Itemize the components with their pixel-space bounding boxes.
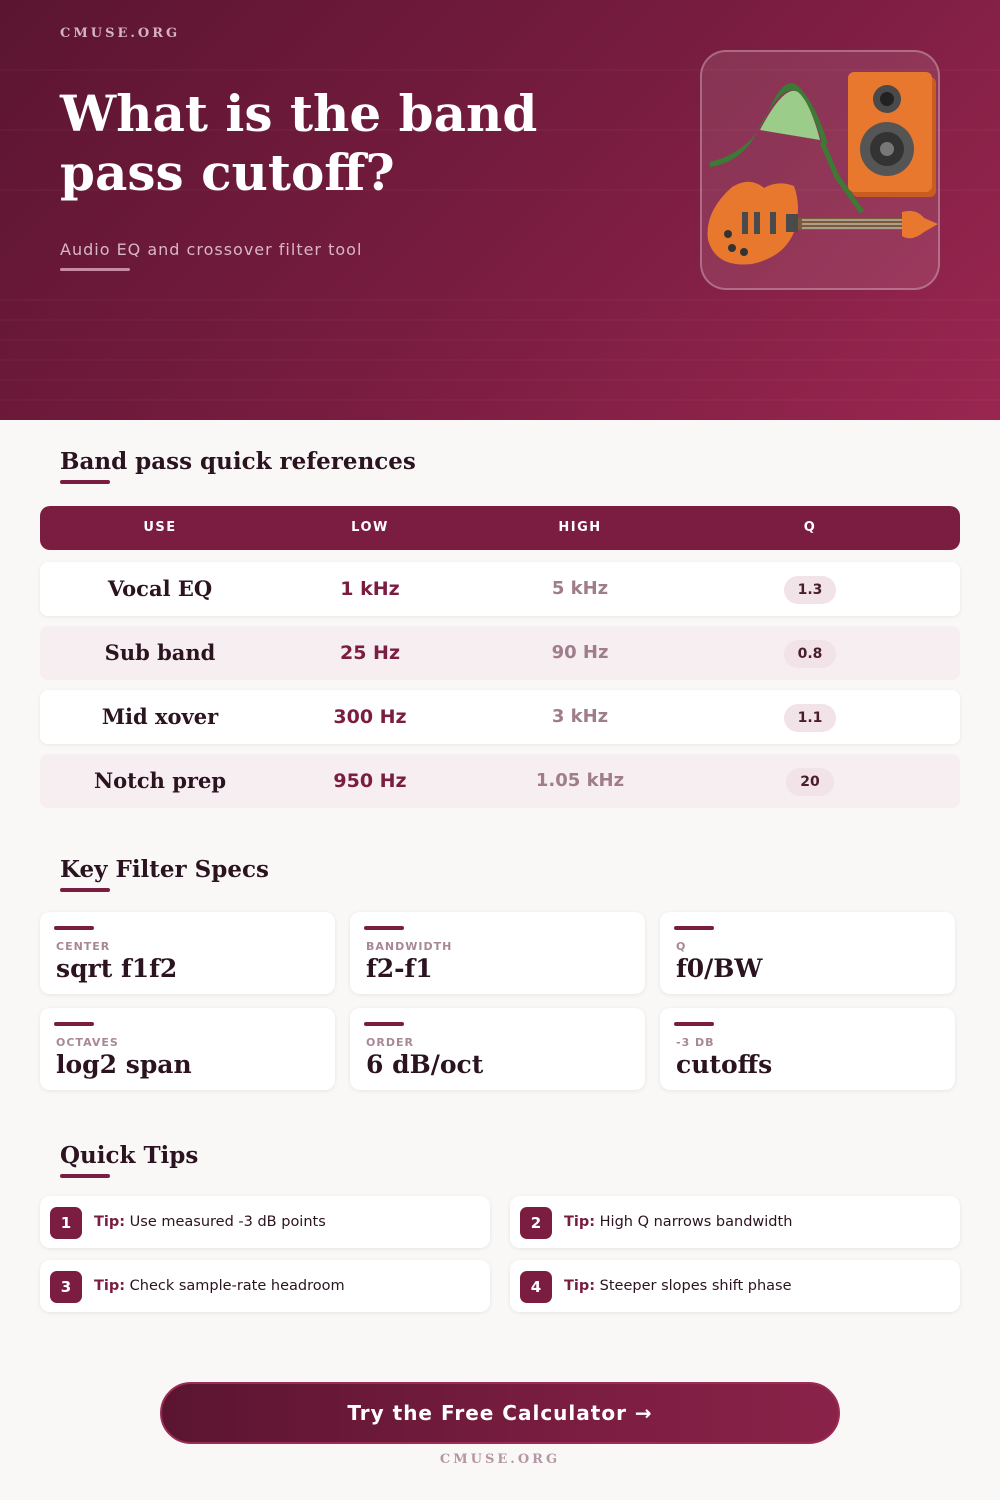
- row-low: 950 Hz: [333, 770, 407, 792]
- tip-number-badge: 1: [50, 1207, 82, 1239]
- page-subtitle: Audio EQ and crossover filter tool: [60, 240, 363, 259]
- row-q-cell: [730, 754, 890, 808]
- q-badge: 1.3: [784, 576, 837, 604]
- tip-body: Use measured -3 dB points: [129, 1214, 326, 1230]
- spec-label: OCTAVES: [56, 1036, 119, 1049]
- row-high: 5 kHz: [551, 578, 609, 599]
- tip-card: [510, 1260, 960, 1312]
- tips-title: Quick Tips: [60, 1142, 199, 1169]
- q-badge: 20: [786, 768, 833, 796]
- spec-value: f2-f1: [366, 954, 433, 983]
- row-q-cell: [730, 690, 890, 744]
- q-badge: 0.8: [784, 640, 837, 668]
- spec-label: BANDWIDTH: [366, 940, 453, 953]
- spec-value: log2 span: [56, 1050, 192, 1079]
- spec-card-q: [660, 912, 955, 994]
- subtitle-underline: [60, 268, 130, 271]
- spec-accent-bar: [364, 1022, 404, 1026]
- row-q-cell: [730, 626, 890, 680]
- table-row: [40, 754, 960, 808]
- references-title-underline: [60, 480, 110, 484]
- spec-value: cutoffs: [676, 1050, 773, 1079]
- spec-card-cutoffs: [660, 1008, 955, 1090]
- column-header-use: USE: [143, 520, 177, 535]
- table-row: [40, 626, 960, 680]
- tip-text: [564, 1196, 792, 1248]
- tip-number-badge: 2: [520, 1207, 552, 1239]
- spec-card-octaves: [40, 1008, 335, 1090]
- table-row: [40, 690, 960, 744]
- spec-label: Q: [676, 940, 687, 953]
- brand-logo-top[interactable]: CMUSE.ORG: [60, 26, 181, 41]
- tip-prefix: Tip:: [564, 1278, 596, 1294]
- brand-logo-bottom[interactable]: CMUSE.ORG: [439, 1452, 561, 1467]
- hero-illustration: [700, 50, 940, 290]
- hero-banner: [0, 0, 1000, 420]
- row-q-cell: [730, 562, 890, 616]
- table-header: [40, 506, 960, 550]
- specs-title: Key Filter Specs: [60, 856, 269, 883]
- table-row: [40, 562, 960, 616]
- spec-value: sqrt f1f2: [56, 954, 178, 983]
- tip-number-badge: 3: [50, 1271, 82, 1303]
- tip-card: [40, 1260, 490, 1312]
- spec-accent-bar: [54, 926, 94, 930]
- column-header-q: Q: [803, 520, 817, 535]
- row-high: 1.05 kHz: [535, 770, 625, 791]
- row-use: Vocal EQ: [107, 576, 213, 601]
- row-high: 90 Hz: [551, 642, 609, 663]
- tip-text: [564, 1260, 792, 1312]
- column-header-high: HIGH: [558, 520, 602, 535]
- row-high: 3 kHz: [551, 706, 609, 727]
- tip-prefix: Tip:: [94, 1278, 126, 1294]
- row-low: 25 Hz: [339, 642, 400, 664]
- tip-card: [510, 1196, 960, 1248]
- column-header-low: LOW: [351, 520, 389, 535]
- tip-number-badge: 4: [520, 1271, 552, 1303]
- spec-value: f0/BW: [676, 954, 763, 983]
- tip-body: Check sample-rate headroom: [129, 1278, 345, 1294]
- spec-label: ORDER: [366, 1036, 414, 1049]
- spec-card-order: [350, 1008, 645, 1090]
- tip-card: [40, 1196, 490, 1248]
- specs-title-underline: [60, 888, 110, 892]
- spec-accent-bar: [54, 1022, 94, 1026]
- tip-body: Steeper slopes shift phase: [599, 1278, 792, 1294]
- q-badge: 1.1: [784, 704, 837, 732]
- row-low: 1 kHz: [340, 578, 400, 600]
- spec-card-bandwidth: [350, 912, 645, 994]
- tip-text: [94, 1196, 326, 1248]
- spec-card-center: [40, 912, 335, 994]
- references-title: Band pass quick references: [60, 448, 416, 475]
- row-use: Sub band: [104, 640, 216, 665]
- tips-title-underline: [60, 1174, 110, 1178]
- row-low: 300 Hz: [333, 706, 407, 728]
- tip-prefix: Tip:: [564, 1214, 596, 1230]
- row-use: Notch prep: [93, 768, 227, 793]
- free-calculator-button[interactable]: Try the Free Calculator →: [160, 1382, 840, 1444]
- spec-accent-bar: [674, 1022, 714, 1026]
- tip-text: [94, 1260, 345, 1312]
- page-title: What is the band pass cutoff?: [60, 84, 538, 202]
- spec-label: CENTER: [56, 940, 111, 953]
- spec-value: 6 dB/oct: [366, 1050, 484, 1079]
- tip-body: High Q narrows bandwidth: [599, 1214, 793, 1230]
- spec-accent-bar: [674, 926, 714, 930]
- tip-prefix: Tip:: [94, 1214, 126, 1230]
- spec-label: -3 DB: [676, 1036, 715, 1049]
- spec-accent-bar: [364, 926, 404, 930]
- row-use: Mid xover: [101, 704, 219, 729]
- speaker-icon: [848, 72, 936, 197]
